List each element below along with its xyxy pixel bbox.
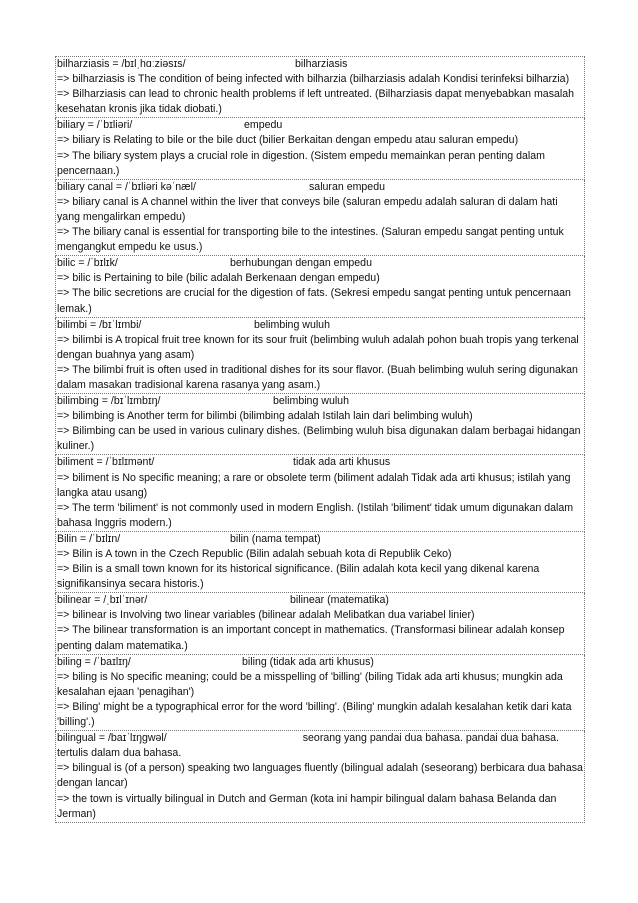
entry-definition: => bilinear is Involving two linear variables (bilinear adalah Melibatkan dua variabel linier) bbox=[57, 609, 475, 622]
entry-example: => The bilimbi fruit is often used in traditional dishes for its sour flavor. (Buah belimbing wuluh sering digunakan dalam masakan tradisional karena rasanya yang asam.) bbox=[57, 363, 578, 391]
entry-bilic bbox=[55, 256, 585, 317]
entry-example: => The biliary system plays a crucial role in digestion. (Sistem empedu memainkan peran penting dalam pencernaan.) bbox=[57, 149, 545, 177]
entry-biliment bbox=[55, 455, 585, 531]
entry-biliary bbox=[55, 118, 585, 179]
entry-example: => The bilic secretions are crucial for the digestion of fats. (Sekresi empedu sangat penting untuk pencernaan lemak.) bbox=[57, 287, 571, 315]
entry-example: => The biliary canal is essential for transporting bile to the intestines. (Saluran empedu sangat penting untuk mengangkut empedu ke usus.) bbox=[57, 226, 564, 254]
entry-headword: biliary canal = /ˈbɪliəri kəˈnæl/ bbox=[57, 180, 196, 193]
entry-definition: => biliary canal is A channel within the liver that conveys bile (saluran empedu adalah saluran di dalam hati yang mengalirkan empedu) bbox=[57, 195, 558, 223]
entry-translation: saluran empedu bbox=[309, 180, 385, 193]
entry-translation: bilin (nama tempat) bbox=[230, 532, 321, 545]
entry-example: => The bilinear transformation is an important concept in mathematics. (Transformasi bilinear adalah konsep penting dalam matematika.) bbox=[57, 624, 565, 652]
entry-bilharziasis bbox=[55, 56, 585, 118]
entry-translation: bilinear (matematika) bbox=[290, 594, 389, 607]
entry-bilimbing bbox=[55, 394, 585, 455]
entry-definition: => bilic is Pertaining to bile (bilic adalah Berkenaan dengan empedu) bbox=[57, 272, 380, 285]
entry-translation: berhubungan dengan empedu bbox=[230, 257, 372, 270]
entry-bilingual bbox=[55, 731, 585, 823]
entry-headword: biliment = /ˈbɪlɪmənt/ bbox=[57, 456, 155, 469]
entry-definition: => bilimbi is A tropical fruit tree known for its sour fruit (belimbing wuluh adalah pohon buah tropis yang terkenal dengan buahnya yang asam) bbox=[57, 333, 579, 361]
entry-headword: bilharziasis = /bɪlˌhɑːziəsɪs/ bbox=[57, 58, 186, 70]
entry-headword: bilimbing = /bɪˈlɪmbɪŋ/ bbox=[57, 395, 161, 408]
entry-definition: => bilharziasis is The condition of being infected with bilharzia (bilharziasis adalah Kondisi terinfeksi bilharzia) bbox=[57, 73, 570, 86]
entry-definition: => biliary is Relating to bile or the bile duct (bilier Berkaitan dengan empedu atau saluran empedu) bbox=[57, 134, 519, 147]
entry-biliary-canal bbox=[55, 180, 585, 256]
entry-headword: bilimbi = /bɪˈlɪmbi/ bbox=[57, 318, 142, 331]
dictionary-page bbox=[55, 56, 585, 823]
entry-headword: Bilin = /ˈbɪlɪn/ bbox=[57, 532, 121, 545]
entry-definition: => biliment is No specific meaning; a rare or obsolete term (biliment adalah Tidak ada arti khusus; istilah yang langka atau usang) bbox=[57, 471, 571, 499]
entry-translation: seorang yang pandai dua bahasa. pandai dua bahasa. tertulis dalam dua bahasa. bbox=[57, 732, 559, 760]
entry-headword: bilinear = /ˌbɪlˈɪnər/ bbox=[57, 594, 148, 607]
entry-headword: biliary = /ˈbɪliəri/ bbox=[57, 119, 133, 132]
entry-bilimbi bbox=[55, 318, 585, 394]
entry-example: => The term 'biliment' is not commonly used in modern English. (Istilah 'biliment' tidak umum digunakan dalam bahasa Inggris modern.) bbox=[57, 501, 574, 529]
entry-translation: belimbing wuluh bbox=[273, 395, 349, 408]
entry-example: => Bilimbing can be used in various culinary dishes. (Belimbing wuluh bisa digunakan dalam berbagai hidangan kuliner.) bbox=[57, 425, 581, 453]
entry-example: => the town is virtually bilingual in Dutch and German (kota ini hampir bilingual dalam bahasa Belanda dan Jerman) bbox=[57, 792, 557, 820]
entry-definition: => bilimbing is Another term for bilimbi (bilimbing adalah Istilah lain dari belimbing wuluh) bbox=[57, 410, 473, 423]
entry-definition: => biling is No specific meaning; could be a misspelling of 'billing' (biling Tidak ada arti khusus; mungkin ada kesalahan ejaan 'penagihan') bbox=[57, 670, 563, 698]
entry-headword: bilic = /ˈbɪlɪk/ bbox=[57, 257, 118, 270]
entry-translation: empedu bbox=[244, 119, 283, 132]
entry-translation: bilharziasis bbox=[295, 58, 348, 70]
entry-translation: tidak ada arti khusus bbox=[293, 456, 391, 469]
entry-translation: biling (tidak ada arti khusus) bbox=[242, 655, 374, 668]
entry-example: => Bilin is a small town known for its historical significance. (Bilin adalah kota kecil yang dikenal karena signifikansinya secara historis.) bbox=[57, 563, 540, 591]
entry-bilin bbox=[55, 532, 585, 593]
entry-definition: => Bilin is A town in the Czech Republic (Bilin adalah sebuah kota di Republik Ceko) bbox=[57, 548, 452, 560]
entry-headword: bilingual = /baɪˈlɪŋgwəl/ bbox=[57, 732, 167, 745]
entry-example: => Bilharziasis can lead to chronic health problems if left untreated. (Bilharziasis dapat menyebabkan masalah kesehatan kronis jika tidak diobati.) bbox=[57, 88, 575, 116]
entry-example: => Biling' might be a typographical error for the word 'billing'. (Biling' mungkin adalah kesalahan ketik dari kata 'billing'.) bbox=[57, 700, 572, 729]
entry-headword: biling = /ˈbaɪlɪŋ/ bbox=[57, 655, 131, 668]
entry-bilinear bbox=[55, 593, 585, 654]
entry-definition: => bilingual is (of a person) speaking two languages fluently (bilingual adalah (seseorang) berbicara dua bahasa dengan lancar) bbox=[57, 762, 583, 790]
entry-biling bbox=[55, 655, 585, 731]
entry-translation: belimbing wuluh bbox=[254, 318, 330, 331]
